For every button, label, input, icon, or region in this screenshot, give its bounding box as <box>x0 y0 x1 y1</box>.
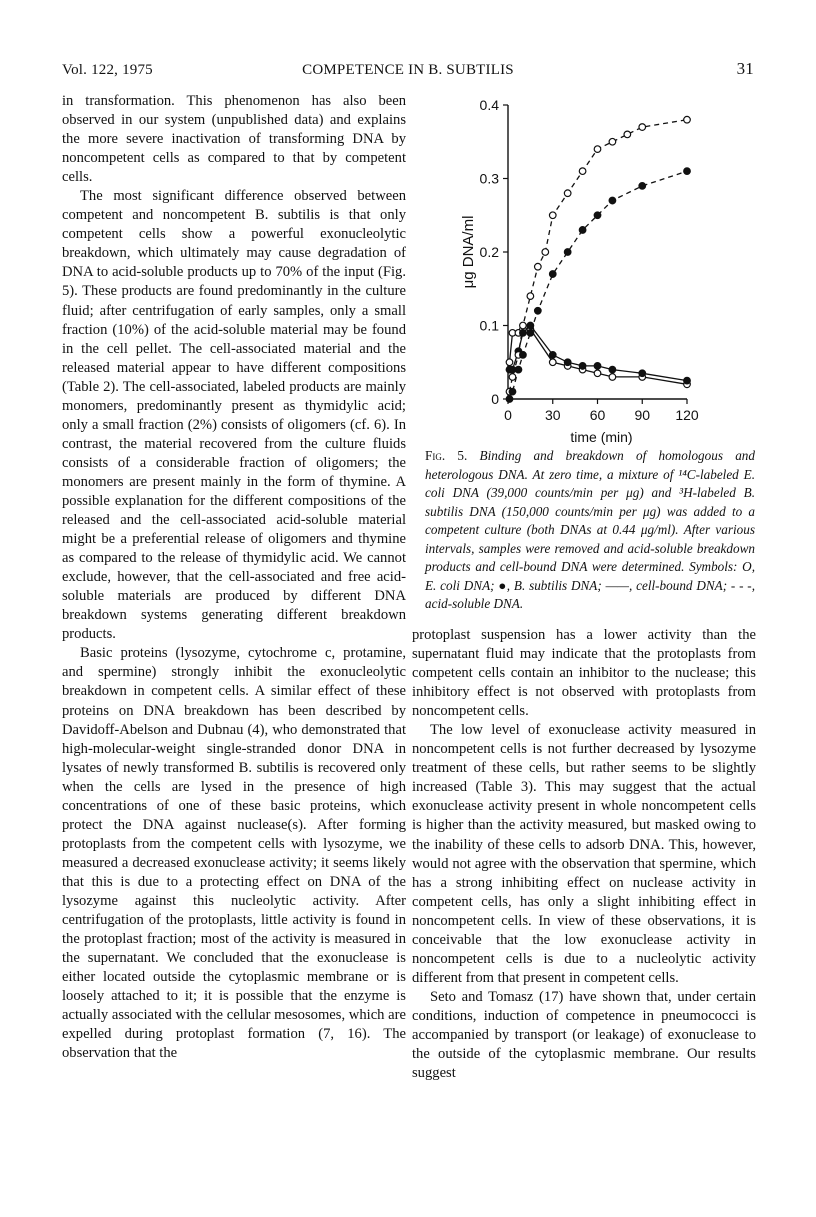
paragraph: in transformation. This phenomenon has also been observed in our system (unpublished data) and explains the more severe inactivation of transforming DNA by noncompetent cells as compared to that by competent cells. <box>62 93 406 186</box>
data-point-filled <box>527 330 534 337</box>
data-point-filled <box>639 183 646 190</box>
y-tick-label: 0.2 <box>479 244 499 260</box>
data-point-filled <box>594 212 601 219</box>
paragraph: Seto and Tomasz (17) have shown that, under certain conditions, induction of competence in pneumococci is accompanied by transport (or leakage) of exonuclease to the outside of the cytoplasmic membrane. Our results suggest <box>412 988 756 1082</box>
data-point-filled <box>594 363 601 370</box>
caption-label: Fig. 5. <box>425 448 468 463</box>
x-tick-label: 0 <box>504 407 512 423</box>
paragraph: The most significant difference observed between competent and noncompetent B. subtilis is that only competent cells show a powerful exonucleolytic breakdown, which ultimately may cause degradation of DNA to acid-soluble products up to 70% of the input (Fig. 5). These products are found predominantly in the culture fluid; after centrifugation of early samples, only a small fraction (10%) of the acid-soluble material may be found in the cell pellet. The cell-associated material and the released material appear to have different compositions (Table 2). The cell-associated, labeled products are mainly monomers, predominantly present as thymidylic acid; only a small fraction (2%) consists of oligomers (cf. 6). In contrast, the material recovered from the culture fluids consists of a considerable fraction of oligomers; the monomers are present mainly in the form of thymine. A possible explanation for the different compositions of the released and the cell-associated acid-soluble material might be a preferential release of oligomers and thymine as compared to the release of thymidylic acid. We cannot exclude, however, that the cell-associated and free acid-soluble materials are produced by different DNA breakdown systems generating different breakdown products. <box>62 188 406 643</box>
data-point-filled <box>549 271 556 278</box>
paragraph: Basic proteins (lysozyme, cytochrome c, protamine, and spermine) strongly inhibit the exonucleolytic breakdown in competent cells. A similar effect of these proteins on DNA breakdown has been described by Davidoff-Abelson and Dubnau (4), who demonstrated that high-molecular-weight single-stranded donor DNA in lysates of newly transformed B. subtilis is recovered only when the cells are lysed in the presence of high concentrations of one of these basic proteins, which protect the DNA against nuclease(s). After forming protoplasts from the competent cells with lysozyme, we measured a decreased exonuclease activity; it seems likely that this is due to a protecting effect on DNA of the lysozyme against this nucleolytic activity. After centrifugation of the protoplasts, little activity is found in the protoplast fraction; most of the activity is measured in the supernatant. We concluded that the exonuclease is either located outside the cytoplasmic membrane or is loosely attached to it; it is possible that the enzyme is actually associated with the cellular mesosomes, which are expelled during protoplast formation (7, 16). The observation that the <box>62 645 406 1062</box>
data-point-filled <box>609 197 616 204</box>
data-point-open <box>609 138 616 145</box>
x-tick-label: 90 <box>634 407 651 423</box>
y-tick-label: 0.3 <box>479 170 499 187</box>
y-tick-label: 0 <box>491 391 499 407</box>
y-tick-label: 0.4 <box>479 97 499 113</box>
x-axis-label: time (min) <box>570 429 633 445</box>
data-point-filled <box>535 308 542 315</box>
running-title: COMPETENCE IN B. SUBTILIS <box>302 62 514 78</box>
line-chart <box>425 88 755 448</box>
data-point-filled <box>549 352 556 359</box>
data-point-open <box>509 374 516 381</box>
data-point-filled <box>684 377 691 384</box>
paragraph: The low level of exonuclease activity measured in noncompetent cells is not further decreased by lysozyme treatment of these cells, but rather seems to be slightly increased (Table 3). This may suggest that the actual exonuclease activity present in whole noncompetent cells is higher than the activity measured, but masked owing to the inability of these cells to adsorb DNA. This, however, would not agree with the observation that spermine, which has a strong inhibiting effect on nuclease activity in competent cells, has only a slight inhibiting effect in noncompetent cells. In view of these observations, it is conceivable that the low exonuclease activity in noncompetent cells is due to a nucleolytic activity different from that present in competent cells. <box>412 722 756 986</box>
data-point-filled <box>579 363 586 370</box>
data-point-filled <box>520 352 527 359</box>
data-point-filled <box>579 227 586 234</box>
right-column <box>412 626 756 1083</box>
volume-label: Vol. 122, 1975 <box>62 62 153 78</box>
paragraph: protoplast suspension has a lower activity than the supernatant fluid may indicate that the protoplasts from competent cells contain an inhibitor to the nuclease; this inhibitory effect is not observed with protoplasts from noncompetent cells. <box>412 627 756 720</box>
data-point-filled <box>509 388 516 395</box>
data-point-open <box>564 190 571 197</box>
data-point-open <box>506 359 513 366</box>
data-point-filled <box>684 168 691 175</box>
x-tick-label: 60 <box>589 407 606 423</box>
caption-text: Binding and breakdown of homologous and heterologous DNA. At zero time, a mixture of ¹⁴C-labeled E. coli DNA (39,000 counts/min per μg) and ³H-labeled B. subtilis DNA (150,000 counts/min per μg) was added to a competent culture (both DNAs at 0.44 μg/ml). After various intervals, samples were removed and acid-soluble breakdown products and cell-bound DNA were determined. Symbols: O, E. coli DNA; ●, B. subtilis DNA; ——, cell-bound DNA; - - -, acid-soluble DNA. <box>425 448 755 611</box>
data-point-filled <box>564 249 571 256</box>
figure-5 <box>425 88 755 448</box>
data-point-open <box>609 374 616 381</box>
data-point-open <box>542 249 549 256</box>
data-point-open <box>594 146 601 153</box>
page-number: 31 <box>736 59 754 78</box>
data-point-open <box>684 116 691 123</box>
data-point-filled <box>515 366 522 373</box>
data-point-filled <box>506 396 513 403</box>
data-point-filled <box>520 330 527 337</box>
left-column <box>62 92 406 1063</box>
data-point-open <box>549 359 556 366</box>
data-point-open <box>579 168 586 175</box>
data-point-open <box>527 293 534 300</box>
y-tick-label: 0.1 <box>479 317 499 334</box>
data-point-open <box>639 124 646 131</box>
data-point-open <box>624 131 631 138</box>
data-point-filled <box>609 366 616 373</box>
series-line-dashed <box>510 120 688 392</box>
y-axis-label: μg DNA/ml <box>460 215 477 289</box>
figure-caption <box>425 447 755 614</box>
data-point-open <box>520 322 527 329</box>
data-point-filled <box>564 359 571 366</box>
data-point-open <box>549 212 556 219</box>
data-point-open <box>535 263 542 270</box>
x-tick-label: 30 <box>544 407 561 423</box>
x-tick-label: 120 <box>675 407 699 423</box>
data-point-filled <box>639 370 646 377</box>
data-point-open <box>594 370 601 377</box>
